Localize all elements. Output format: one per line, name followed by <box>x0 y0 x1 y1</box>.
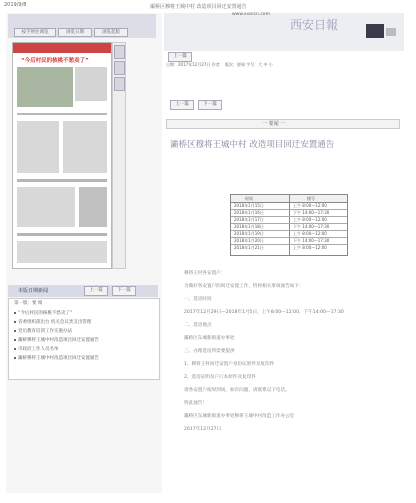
table-row: 上午 8:00—12:00 <box>293 245 327 250</box>
notice-title: 灞桥区穆将王城中村 改造项目回迁安置通告 <box>170 140 335 150</box>
list-item[interactable]: 灞桥穆将王城中村改造项目回迁安置通告 <box>14 337 99 343</box>
body-paragraph: 三、办理选房所需要提供 <box>184 349 235 354</box>
body-paragraph: 2、选房证明及户口本原件及复印件 <box>184 375 256 380</box>
table-row: 下午 14:00—17:30 <box>293 224 330 229</box>
thumbnail-headline: “今后村民的核桃不愁卖了” <box>21 58 89 64</box>
body-paragraph: 穆将王村各安置户： <box>184 271 226 276</box>
table-row: 上午 8:00—12:00 <box>293 203 327 208</box>
table-row: 2018年1月17日 <box>234 217 264 222</box>
nav-button-3[interactable]: 浏览起版 <box>94 28 128 37</box>
page-selector-strip <box>112 42 126 269</box>
prev-article-button[interactable]: 上一篇 <box>168 52 192 62</box>
page-label: 一 要闻 一 <box>262 121 286 127</box>
thumbnail-masthead <box>13 43 111 53</box>
body-paragraph: 1、穆将王村回迁安置户身份证原件及复印件 <box>184 362 275 367</box>
page-button-2[interactable] <box>114 61 125 75</box>
body-paragraph: 灞桥区东城新街道办事处 <box>184 336 235 341</box>
list-label: 第一版：要 闻 <box>14 301 43 306</box>
table-row: 下午 14:00—17:30 <box>293 238 330 243</box>
article-info: 日期：2017年12月27日 作者： 版次：要闻 字号：大 中 小 <box>166 62 273 67</box>
next-article-button[interactable]: 下一篇 <box>198 100 222 110</box>
thumbnail-photo-2 <box>75 67 107 101</box>
list-item[interactable]: 党员教育培训工作实施办法 <box>14 328 72 334</box>
body-paragraph: 二、选房地点 <box>184 323 212 328</box>
table-header-building: 楼号 <box>307 196 315 201</box>
nav-button-2[interactable]: 浏览日期 <box>58 28 92 37</box>
table-row: 2018年1月20日 <box>234 238 264 243</box>
body-paragraph: 2017年12月29日—2018年1月5日，上午8:00—12:00，下午14:00—17:30 <box>184 310 344 315</box>
site-url: www.xiancn.com <box>232 12 270 17</box>
nav-button-1[interactable]: 按手肘往浏览 <box>14 28 56 37</box>
body-paragraph: 为做好各安置户的回迁安置工作，特将相关事项通告如下： <box>184 284 304 289</box>
thumbnail-photo <box>17 67 73 107</box>
table-row: 2018年1月21日 <box>234 245 264 250</box>
prev-article-button-2[interactable]: 上一篇 <box>170 100 194 110</box>
table-header-time: 时间 <box>245 196 253 201</box>
list-item[interactable]: “今后村民的核桃不愁卖了” <box>14 310 72 316</box>
print-date: 2019/9/8 <box>4 2 27 8</box>
list-item[interactable]: 省委组织部出台 机关会议类支出管理 <box>14 319 91 325</box>
body-paragraph: 2017年12月27日 <box>184 427 222 432</box>
page-button-3[interactable] <box>114 77 125 91</box>
table-row: 下午 14:00—17:30 <box>293 210 330 215</box>
article-list-title: 本版日期新闻 <box>18 288 49 294</box>
list-item[interactable]: 灞桥穆将王城中村改造项目回迁安置通告 <box>14 355 99 361</box>
table-row: 2018年1月19日 <box>234 231 264 236</box>
body-paragraph: 灞桥区东城新街道办事处穆将王城中村改造工作办公室 <box>184 414 295 419</box>
body-paragraph: 请各安置户按时到场，如有问题，请联系以下电话。 <box>184 388 290 393</box>
list-item[interactable]: 市政府工作人员名单 <box>14 346 59 352</box>
masthead-logo: 西安日報 <box>290 18 339 32</box>
newspaper-page-thumbnail[interactable] <box>12 42 112 269</box>
schedule-table <box>230 194 348 256</box>
table-row: 2018年1月18日 <box>234 224 264 229</box>
table-row: 上午 8:00—12:00 <box>293 217 327 222</box>
page-title: 灞桥区穆将王城中村 改造项目回迁安置通告 <box>150 4 247 10</box>
table-row: 2018年1月15日 <box>234 203 264 208</box>
masthead-badge-2 <box>386 28 396 36</box>
masthead-badge <box>366 24 384 38</box>
prev-page-button[interactable]: 上一篇 <box>84 286 108 296</box>
next-page-button[interactable]: 下一篇 <box>112 286 136 296</box>
body-paragraph: 一、选房时间 <box>184 297 212 302</box>
page-button-1[interactable] <box>114 45 125 59</box>
table-row: 上午 8:00—12:00 <box>293 231 327 236</box>
table-row: 2018年1月16日 <box>234 210 264 215</box>
body-paragraph: 特此通告！ <box>184 401 207 406</box>
